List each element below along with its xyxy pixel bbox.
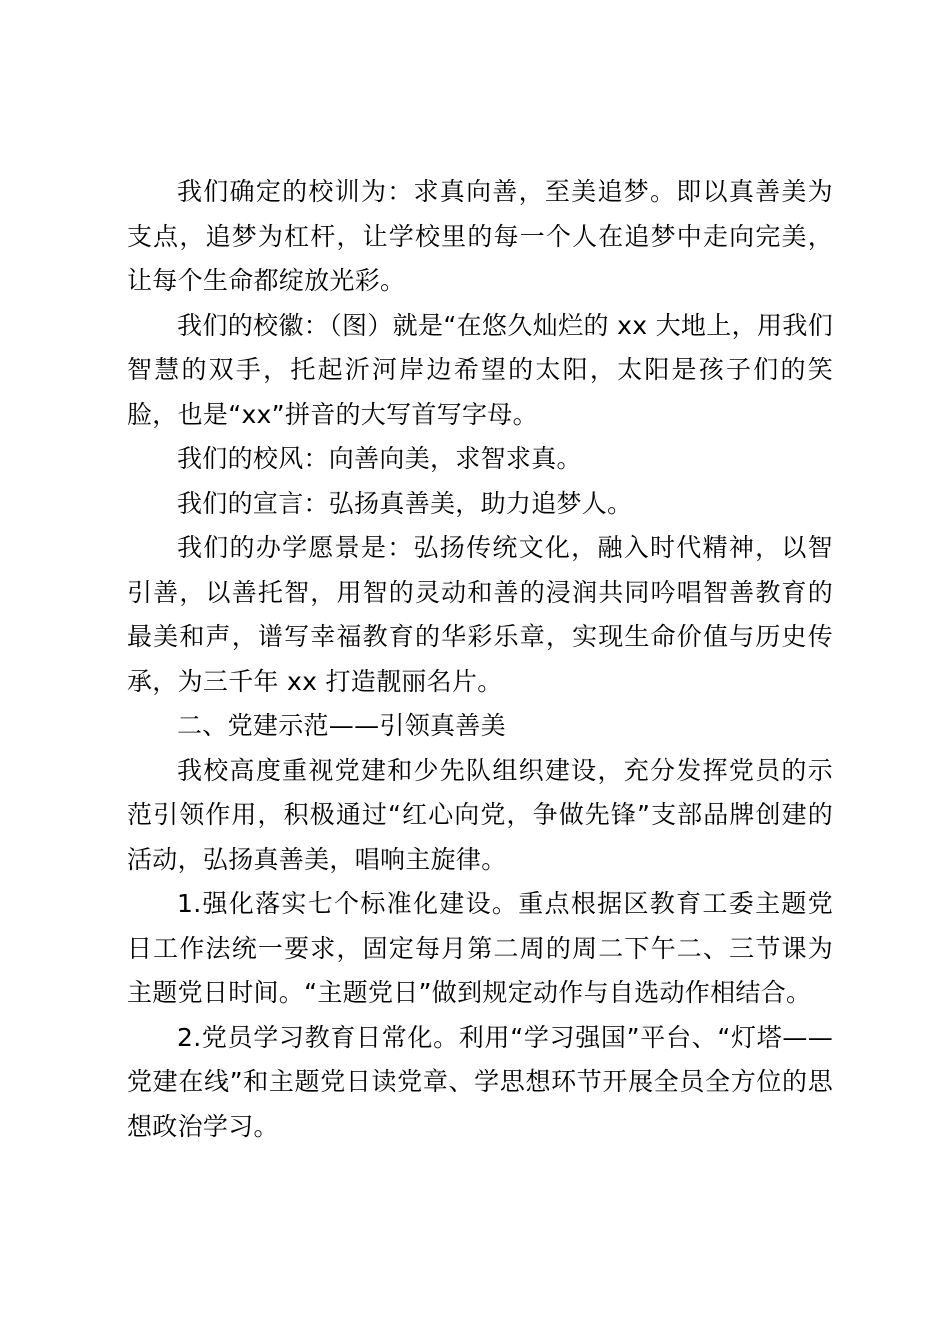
section-heading-party-building: 二、党建示范——引领真善美 [177,711,506,740]
paragraph-vision: 我们的办学愿景是：弘扬传统文化，融入时代精神，以智引善，以善托智，用智的灵动和善的浸润共同吟唱智善教育的最美和声，谱写幸福教育的华彩乐章，实现生命价值与历史传承，为三千年 xx 打造靓丽名片。 [127,533,833,696]
paragraph-school-motto: 我们确定的校训为：求真向善，至美追梦。即以真善美为支点，追梦为杠杆，让学校里的每一个人在追梦中走向完美，让每个生命都绽放光彩。 [127,177,833,295]
document-body [127,170,833,1149]
paragraph-school-spirit: 我们的校风：向善向美，求智求真。 [177,444,582,473]
paragraph-declaration: 我们的宣言：弘扬真善美，助力追梦人。 [177,488,633,518]
paragraph-party-building-intro: 我校高度重视党建和少先队组织建设，充分发挥党员的示范引领作用，积极通过“红心向党，争做先锋”支部品牌创建的活动，弘扬真善美，唱响主旋律。 [127,755,833,874]
paragraph-school-emblem: 我们的校徽：（图）就是“在悠久灿烂的 xx 大地上，用我们智慧的双手，托起沂河岸边希望的太阳，太阳是孩子们的笑脸，也是“xx”拼音的大写首写字母。 [127,310,833,429]
paragraph-item-1: 1.强化落实七个标准化建设。重点根据区教育工委主题党日工作法统一要求，固定每月第二周的周二下午二、三节课为主题党日时间。“主题党日”做到规定动作与自选动作相结合。 [127,889,833,1007]
paragraph-item-2: 2.党员学习教育日常化。利用“学习强国”平台、“灯塔——党建在线”和主题党日读党章、学思想环节开展全员全方位的思想政治学习。 [127,1022,833,1141]
